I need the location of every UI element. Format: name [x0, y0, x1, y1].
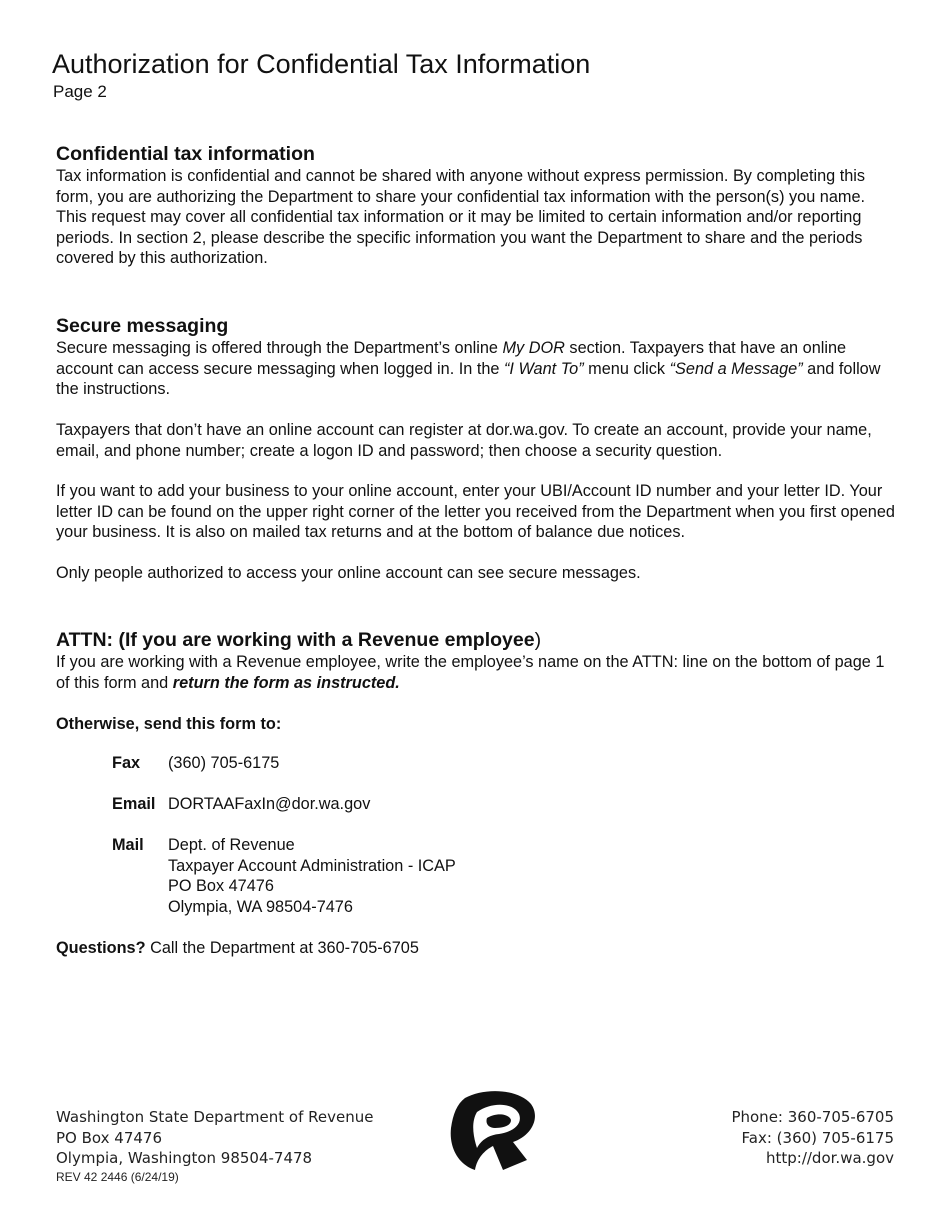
attn-body: If you are working with a Revenue employee, write the employee’s name on the ATTN: line on the bottom of page 1 of this form and return the form as instructed.: [56, 653, 885, 692]
confidential-body: Tax information is confidential and cannot be shared with anyone without express permission. By completing this form, you are authorizing the Department to share your confidential tax information with the person(s) you name. This request may cover all confidential tax information or it may be limited to certain information and/or reporting periods. In section 2, please describe the specific information you want the Department to share and the periods covered by this authorization.: [56, 167, 866, 267]
footer-org: Washington State Department of Revenue: [56, 1108, 374, 1126]
confidential-heading: Confidential tax information: [56, 143, 315, 165]
mail-line: Taxpayer Account Administration - ICAP: [168, 856, 456, 875]
my-dor-text: My DOR: [502, 339, 565, 357]
mail-label: Mail: [112, 836, 144, 854]
return-instruction: return the form as instructed.: [172, 673, 400, 692]
page-number: Page 2: [53, 82, 107, 101]
fax-label: Fax: [112, 754, 141, 772]
dor-logo-icon: [447, 1090, 537, 1174]
otherwise-text: Otherwise, send this form to:: [56, 715, 282, 733]
secure-paragraph-1: Secure messaging is offered through the Department’s online My DOR section. Taxpayers that have an online account can access secure messaging when logged in. In the “I Want To” menu click “Send a Message” and follow the instructions.: [56, 339, 881, 398]
mail-line: Dept. of Revenue: [168, 836, 295, 854]
page-title: Authorization for Confidential Tax Information: [52, 49, 591, 79]
mail-line: Olympia, WA 98504-7476: [168, 897, 353, 916]
email-value[interactable]: DORTAAFaxIn@dor.wa.gov: [168, 795, 371, 813]
mail-address: [168, 835, 456, 917]
fax-value: (360) 705-6175: [168, 754, 280, 772]
footer-address: [56, 1107, 373, 1185]
secure-paragraph-4: Only people authorized to access your online account can see secure messages.: [56, 564, 641, 582]
i-want-to-text: “I Want To”: [504, 359, 584, 378]
attn-heading: ATTN: (If you are working with a Revenue employee): [56, 629, 542, 651]
secure-heading: Secure messaging: [56, 315, 229, 337]
form-revision: REV 42 2446 (6/24/19): [56, 1169, 179, 1184]
email-label: Email: [112, 795, 156, 813]
footer-city: Olympia, Washington 98504-7478: [56, 1149, 313, 1167]
secure-paragraph-2: Taxpayers that don’t have an online account can register at dor.wa.gov. To create an account, provide your name, email, and phone number; create a logon ID and password; then choose a security question.: [56, 421, 872, 460]
footer-phone: Phone: 360-705-6705: [731, 1108, 894, 1126]
footer-po-box: PO Box 47476: [56, 1128, 162, 1147]
send-message-text: “Send a Message”: [669, 359, 803, 378]
footer-contact: [731, 1107, 894, 1169]
mail-line: PO Box 47476: [168, 877, 274, 895]
footer-website-link[interactable]: http://dor.wa.gov: [765, 1149, 894, 1167]
questions-line: Questions? Call the Department at 360-705-6705: [56, 939, 419, 957]
secure-paragraph-3: If you want to add your business to your online account, enter your UBI/Account ID number and your letter ID. Your letter ID can be found on the upper right corner of the letter you received from the Department when you first opened your business. It is also on mailed tax returns and at the bottom of balance due notices.: [56, 482, 895, 541]
footer-fax: Fax: (360) 705-6175: [741, 1128, 894, 1147]
